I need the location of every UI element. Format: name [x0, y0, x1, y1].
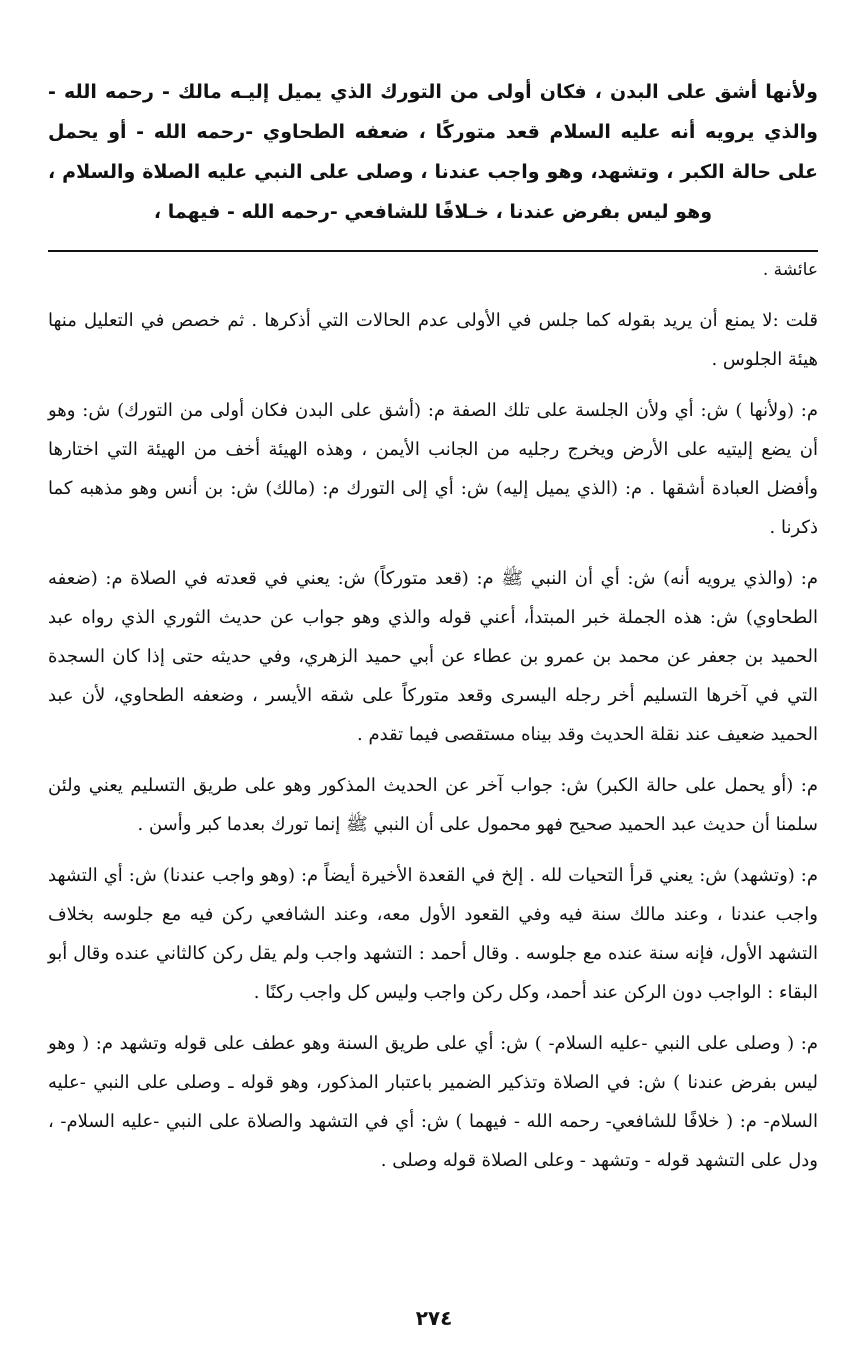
commentary-paragraph: م: ( وصلى على النبي -عليه السلام- ) ش: أي على طريق السنة وهو عطف على قوله وتشهد م: ( وهو ليس بفرض عندنا ) ش: في الصلاة وتذكير الضمير باعتبار المذكور، وهو قوله ـ وصلى على النبي -عليه السلام- م: ( خلافًا للشافعي- رحمه الله - فيهما ) ش: أي في التشهد والصلاة على النبي -عليه السلام- ، ودل على التشهد قوله - وتشهد - وعلى الصلاة قوله وصلى . [48, 1033, 818, 1171]
page-body [48, 72, 818, 1192]
commentary-paragraph: م: (ولأنها ) ش: أي ولأن الجلسة على تلك الصفة م: (أشق على البدن فكان أولى من التورك) ش: وهو أن يضع إليتيه على الأرض ويخرج رجليه من الجانب الأيمن ، وهذه الهيئة أخف من الهيئة التي اختارها وأفضل العبادة أشقها . م: (الذي يميل إليه) ش: أي إلى التورك م: (مالك) ش: بن أنس وهو مذهبه كما ذكرنا . [48, 400, 818, 538]
main-text: ولأنها أشق على البدن ، فكان أولى من التورك الذي يميل إليـه مالك - رحمه الله - والذي يرويه أنه عليه السلام قعد متوركًا ، ضعفه الطحاوي -رحمه الله - أو يحمل على حالة الكبر ، وتشهد، وهو واجب عندنا ، وصلى على النبي عليه الصلاة والسلام ، وهو ليس بفرض عندنا ، خـلافًا للشافعي -رحمه الله - فيهما ، [48, 81, 818, 223]
footnote-carryover: عائشة . [762, 260, 818, 280]
commentary-paragraph: م: (والذي يرويه أنه) ش: أي أن النبي ﷺ م: (قعد متوركاً) ش: يعني في قعدته في الصلاة م: (ضعفه الطحاوي) ش: هذه الجملة خبر المبتدأ، أعني قوله والذي وهو جواب عن حديث الثوري الذي رواه عبد الحميد بن جعفر عن محمد بن عمرو بن عطاء عن أبي حميد الزهري، وفي حديثه حتى إذا كان السجدة التي في آخرها التسليم أخر رجله اليسرى وقعد متوركاً على شقه الأيسر ، وضعفه الطحاوي، لأن عبد الحميد ضعيف عند نقلة الحديث وقد بيناه مستقصى فيما تقدم . [48, 568, 818, 745]
commentary-paragraph: م: (أو يحمل على حالة الكبر) ش: جواب آخر عن الحديث المذكور وهو على طريق التسليم يعني ولئن سلمنا أن حديث عبد الحميد صحيح فهو محمول على أن النبي ﷺ إنما تورك بعدما كبر وأسن . [48, 775, 818, 835]
commentary-paragraph: م: (وتشهد) ش: يعني قرأ التحيات لله . إلخ في القعدة الأخيرة أيضاً م: (وهو واجب عندنا) ش: أي التشهد واجب عندنا ، وعند مالك سنة فيه وفي القعود الأول معه، وعند الشافعي ركن فيه مع جلوسه بخلاف التشهد الأول، فإنه سنة عنده مع جلوسه . وقال أحمد : التشهد واجب ولم يقل ركن كالثاني عنده وقال أبو البقاء : الواجب دون الركن عند أحمد، وكل ركن واجب وليس كل واجب ركنًا . [48, 865, 818, 1003]
page-number: ٢٧٤ [415, 1306, 453, 1330]
commentary-paragraph: قلت :لا يمنع أن يريد بقوله كما جلس في الأولى عدم الحالات التي أذكرها . ثم خصص في التعليل منها هيئة الجلوس . [48, 310, 818, 370]
separator-line [48, 250, 818, 252]
